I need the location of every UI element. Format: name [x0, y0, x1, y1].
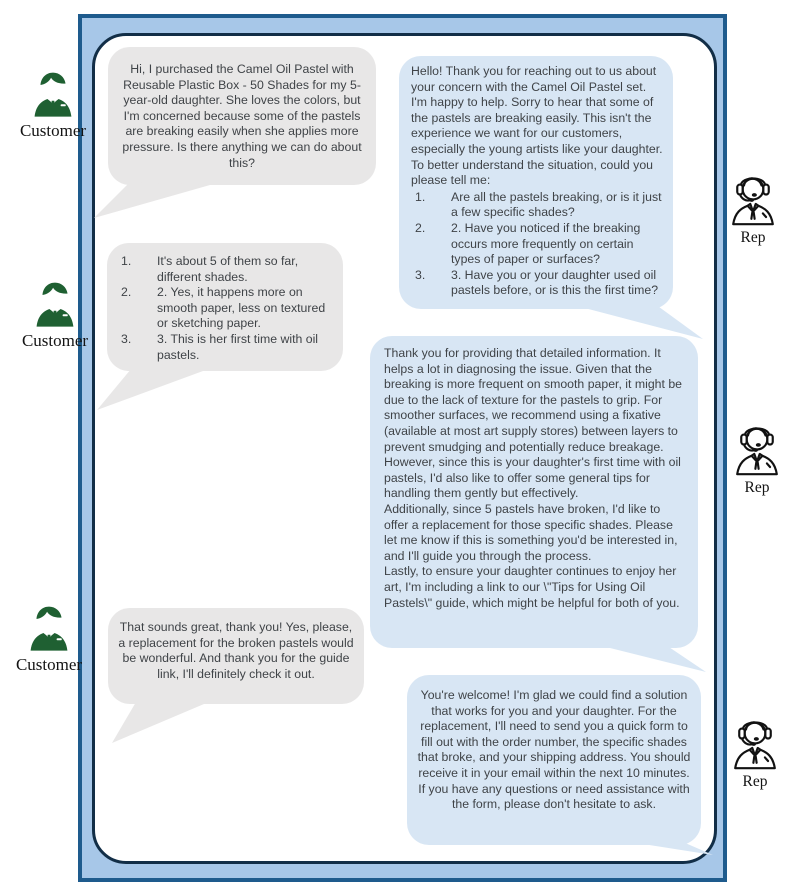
rep-message-bubble-1	[399, 56, 673, 309]
list-item-text: 3. This is her first time with oil pastels.	[157, 331, 319, 362]
message-text: Hi, I purchased the Camel Oil Pastel with Reusable Plastic Box - 50 Shades for my 5-year-old daughter. She loves the colors, but I'm concerned because some of the pastels are breaking easily when she applies more pressure. Is there anything we can do about this?	[122, 62, 362, 170]
customer-avatar-1	[14, 70, 92, 141]
list-number: 1.	[415, 189, 426, 204]
rep-message-bubble-3	[407, 675, 701, 845]
list-number: 1.	[121, 254, 132, 268]
customer-person-icon	[31, 280, 79, 330]
customer-message-bubble-2	[107, 243, 343, 371]
message-paragraph: Lastly, to ensure your daughter continues to enjoy her art, I'm including a link to our \"Tips for Using Oil Pastels\" guide, which might be helpful for both of you.	[384, 564, 680, 610]
rep-avatar-2	[722, 420, 792, 497]
bubble-tail-right	[605, 833, 717, 863]
bubble-tail-left	[91, 365, 211, 413]
rep-label: Rep	[742, 773, 768, 790]
list-number: 2.	[121, 285, 132, 300]
rep-headset-icon	[728, 714, 782, 772]
rep-headset-icon	[730, 420, 784, 478]
customer-person-icon	[29, 70, 77, 120]
rep-headset-icon	[726, 170, 780, 228]
list-item-text: Are all the pastels breaking, or is it just a few specific shades?	[451, 189, 662, 220]
customer-message-bubble-1	[108, 47, 376, 185]
customer-label: Customer	[19, 121, 87, 140]
message-paragraph: Additionally, since 5 pastels have broken, I'd like to offer a replacement for those specific shades. Please let me know if this is something you'd be interested in, and I'll guide you through the process.	[384, 501, 678, 563]
rep-avatar-1	[718, 170, 788, 247]
numbered-list	[117, 254, 335, 363]
rep-avatar-3	[720, 714, 790, 791]
bubble-tail-right	[582, 638, 710, 676]
message-text: You're welcome! I'm glad we could find a solution that works for you and your daughter. For the replacement, I'll need to send you a quick form to fill out with the order number, the specific shades that broke, and your shipping address. You should receive it in your email within the next 10 minutes. If you have any questions or need assistance with the form, please don't hesitate to ask.	[417, 688, 691, 812]
list-number: 3.	[415, 267, 426, 282]
customer-label: Customer	[15, 655, 83, 674]
list-item-text: 2. Yes, it happens more on smooth paper, less on textured or sketching paper.	[157, 285, 326, 331]
list-number: 2.	[415, 220, 426, 235]
customer-label: Customer	[21, 331, 89, 350]
customer-avatar-3	[10, 604, 88, 675]
numbered-list	[411, 190, 663, 299]
message-paragraph: Thank you for providing that detailed information. It helps a lot in diagnosing the issue. Given that the breaking is more frequent on smooth paper, it might be due to the lack of texture for the pastels to grip. For smoother surfaces, we recommend using a fixative (available at most art supply stores) between layers to prevent smudging and potentially reduce breakage. However, since this is your daughter's first time with oil pastels, I'd also like to offer some general tips for handling them gently but effectively.	[384, 346, 683, 501]
customer-message-bubble-3	[108, 608, 364, 704]
list-item-text: 2. Have you noticed if the breaking occurs more frequently on certain types of paper or surfaces?	[451, 220, 641, 267]
customer-person-icon	[25, 604, 73, 654]
rep-label: Rep	[740, 229, 766, 246]
list-number: 3.	[121, 331, 132, 346]
message-text: That sounds great, thank you! Yes, please, a replacement for the broken pastels would be wonderful. And thank you for the guide link, I'll definitely check it out.	[118, 620, 354, 681]
rep-label: Rep	[744, 479, 770, 496]
message-text: Hello! Thank you for reaching out to us about your concern with the Camel Oil Pastel set. I'm happy to help. Sorry to hear that some of the pastels are breaking easily. This isn't the experience we want for our customers, especially the young artists like your daughter. To better understand the situation, could you please tell me:	[411, 64, 663, 188]
bubble-tail-left	[100, 698, 208, 746]
bubble-tail-left	[88, 179, 218, 221]
rep-message-bubble-2	[370, 336, 698, 648]
list-item-text: 3. Have you or your daughter used oil pastels before, or is this the first time?	[451, 267, 659, 298]
list-item-text: It's about 5 of them so far, different shades.	[157, 254, 299, 284]
customer-avatar-2	[16, 280, 94, 351]
